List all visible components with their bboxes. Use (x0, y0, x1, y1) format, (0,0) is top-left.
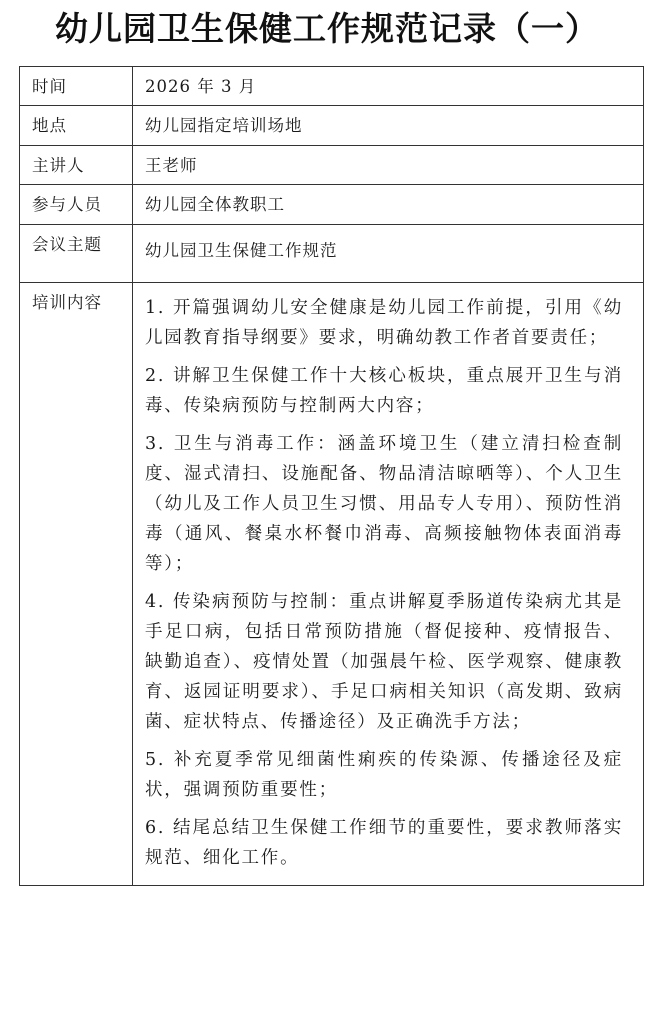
row-topic (20, 225, 644, 283)
content-paragraph-1: 1. 开篇强调幼儿安全健康是幼儿园工作前提，引用《幼儿园教育指导纲要》要求，明确幼教工作者首要责任； (145, 298, 623, 348)
document-title: 幼儿园卫生保健工作规范记录（一） (55, 9, 599, 48)
content-paragraph-2: 2. 讲解卫生保健工作十大核心板块，重点展开卫生与消毒、传染病预防与控制两大内容； (145, 366, 623, 416)
training-content-body (133, 283, 644, 886)
topic-value: 幼儿园卫生保健工作规范 (133, 225, 644, 283)
content-paragraph-6: 6. 结尾总结卫生保健工作细节的重要性，要求教师落实规范、细化工作。 (145, 818, 623, 868)
speaker-label: 主讲人 (20, 146, 133, 185)
content-paragraph-3: 3. 卫生与消毒工作：涵盖环境卫生（建立清扫检查制度、湿式清扫、设施配备、物品清洁晾晒等）、个人卫生（幼儿及工作人员卫生习惯、用品专人专用）、预防性消毒（通风、餐桌水杯餐巾消毒、高频接触物体表面消毒等）； (145, 434, 623, 574)
location-label: 地点 (20, 106, 133, 146)
row-participants (20, 185, 644, 225)
record-table (19, 66, 644, 886)
training-content-label: 培训内容 (20, 283, 133, 886)
row-location (20, 106, 644, 146)
location-value: 幼儿园指定培训场地 (133, 106, 644, 146)
row-speaker (20, 146, 644, 185)
content-paragraph-4: 4. 传染病预防与控制：重点讲解夏季肠道传染病尤其是手足口病，包括日常预防措施（督促接种、疫情报告、缺勤追查）、疫情处置（加强晨午检、医学观察、健康教育、返园证明要求）、手足口病相关知识（高发期、致病菌、症状特点、传播途径）及正确洗手方法； (145, 592, 623, 732)
speaker-value: 王老师 (133, 146, 644, 185)
row-training-content (20, 283, 644, 886)
row-time (20, 67, 644, 106)
participants-value: 幼儿园全体教职工 (133, 185, 644, 225)
time-value: 2026 年 3 月 (133, 67, 644, 106)
content-paragraph-5: 5. 补充夏季常见细菌性痢疾的传染源、传播途径及症状，强调预防重要性； (145, 750, 623, 800)
topic-label: 会议主题 (20, 225, 133, 283)
time-label: 时间 (20, 67, 133, 106)
participants-label: 参与人员 (20, 185, 133, 225)
